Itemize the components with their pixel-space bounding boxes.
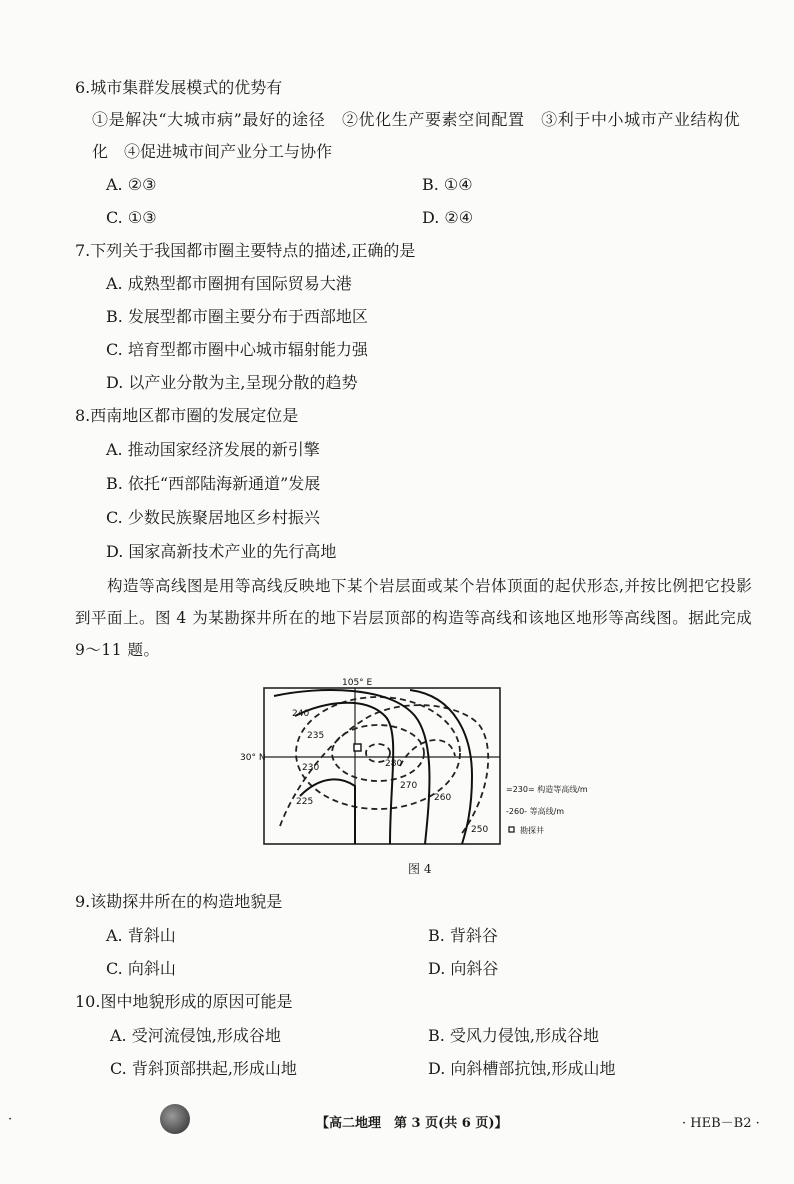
q6-stem: 6.城市集群发展模式的优势有 bbox=[75, 78, 283, 97]
label-250: 250 bbox=[471, 825, 489, 835]
legend-well: 勘探井 bbox=[520, 826, 544, 835]
legend-well-symbol bbox=[509, 827, 514, 832]
figure-4-contour-map bbox=[240, 676, 588, 876]
q10-stem: 10.图中地貌形成的原因可能是 bbox=[75, 992, 293, 1011]
footer-code: · HEB－B2 · bbox=[682, 1116, 760, 1131]
q9-option-a: A. 背斜山 bbox=[106, 926, 176, 945]
q8-option-d: D. 国家高新技术产业的先行高地 bbox=[106, 542, 337, 561]
intro-paragraph bbox=[75, 570, 765, 666]
well-marker bbox=[354, 744, 361, 751]
footer-page-info: 【高二地理 第 3 页(共 6 页)】 bbox=[316, 1116, 508, 1131]
label-235: 235 bbox=[307, 731, 325, 741]
publisher-logo bbox=[160, 1104, 190, 1134]
q9-stem: 9.该勘探井所在的构造地貌是 bbox=[75, 892, 283, 911]
q10-option-d: D. 向斜槽部抗蚀,形成山地 bbox=[428, 1059, 616, 1078]
q8-stem: 8.西南地区都市圈的发展定位是 bbox=[75, 406, 299, 425]
label-230: 230 bbox=[302, 763, 320, 773]
q8-option-a: A. 推动国家经济发展的新引擎 bbox=[106, 440, 320, 459]
q8-option-c: C. 少数民族聚居地区乡村振兴 bbox=[106, 508, 320, 527]
label-260: 260 bbox=[434, 793, 452, 803]
q9-option-d: D. 向斜谷 bbox=[428, 959, 499, 978]
legend-structural: =230= 构造等高线/m bbox=[506, 785, 588, 794]
label-225: 225 bbox=[296, 797, 314, 807]
q6-option-a: A. ②③ bbox=[106, 175, 157, 194]
q6-statement-line2: 化 ④促进城市间产业分工与协作 bbox=[92, 142, 333, 161]
label-270: 270 bbox=[400, 781, 418, 791]
legend-topographic: -260- 等高线/m bbox=[506, 807, 565, 816]
figure-caption: 图 4 bbox=[408, 862, 432, 876]
intro-text: 构造等高线图是用等高线反映地下某个岩层面或某个岩体顶面的起伏形态,并按比例把它投影到平面上。图 4 为某勘探井所在的地下岩层顶部的构造等高线和该地区地形等高线图。据此完成 9～11 题。 bbox=[75, 577, 753, 659]
q10-option-b: B. 受风力侵蚀,形成谷地 bbox=[428, 1026, 600, 1045]
q6-option-c: C. ①③ bbox=[106, 208, 157, 227]
q7-option-b: B. 发展型都市圈主要分布于西部地区 bbox=[106, 307, 368, 326]
topo-contour-valley bbox=[300, 779, 355, 844]
q10-option-a: A. 受河流侵蚀,形成谷地 bbox=[110, 1026, 281, 1045]
label-280: 280 bbox=[385, 759, 403, 769]
q6-option-b: B. ①④ bbox=[422, 175, 473, 194]
lat-label: 30° N bbox=[240, 753, 266, 763]
legend bbox=[506, 784, 588, 835]
q10-option-c: C. 背斜顶部拱起,形成山地 bbox=[110, 1059, 297, 1078]
q7-option-a: A. 成熟型都市圈拥有国际贸易大港 bbox=[106, 274, 352, 293]
q9-option-b: B. 背斜谷 bbox=[428, 926, 498, 945]
q8-option-b: B. 依托“西部陆海新通道”发展 bbox=[106, 474, 321, 493]
q7-stem: 7.下列关于我国都市圈主要特点的描述,正确的是 bbox=[75, 241, 416, 260]
topo-contour-250 bbox=[410, 690, 472, 844]
q6-option-d: D. ②④ bbox=[422, 208, 474, 227]
q7-option-d: D. 以产业分散为主,呈现分散的趋势 bbox=[106, 373, 358, 392]
q9-option-c: C. 向斜山 bbox=[106, 959, 176, 978]
label-240: 240 bbox=[292, 709, 310, 719]
q6-statement-line1: ①是解决“大城市病”最好的途径 ②优化生产要素空间配置 ③利于中小城市产业结构优 bbox=[92, 110, 741, 129]
lon-label: 105° E bbox=[342, 678, 373, 688]
footer-left-dot: · bbox=[8, 1112, 13, 1127]
q7-option-c: C. 培育型都市圈中心城市辐射能力强 bbox=[106, 340, 368, 359]
